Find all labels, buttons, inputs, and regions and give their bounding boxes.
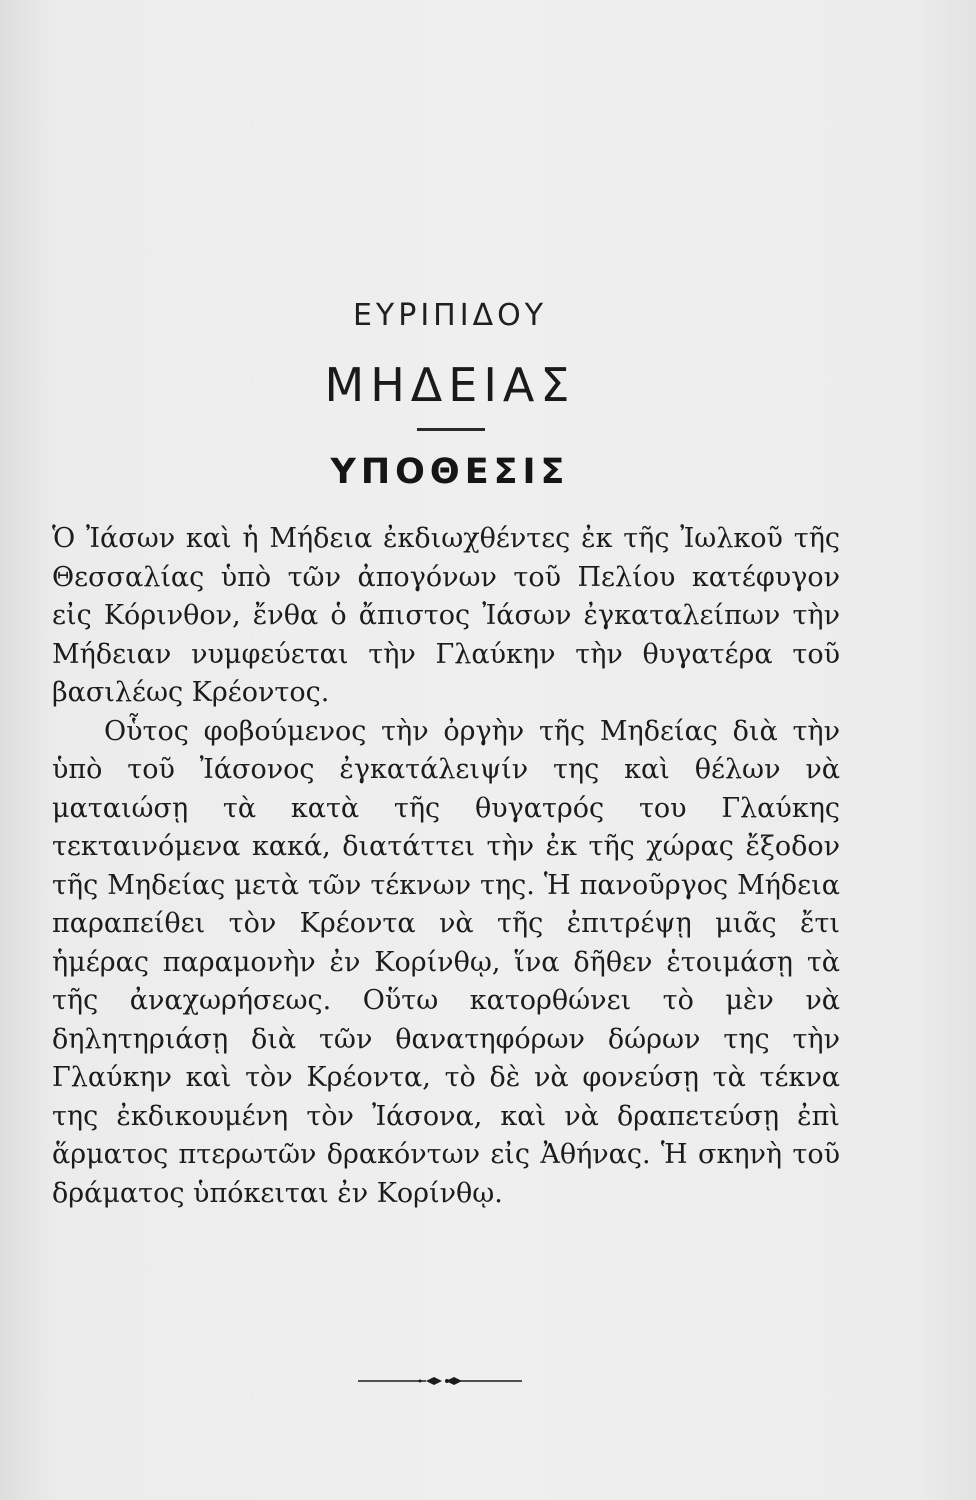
ornamental-divider-icon — [358, 1373, 522, 1389]
play-title: ΜΗΔΕΙΑΣ — [324, 358, 576, 412]
title-rule — [417, 428, 485, 431]
paragraph-2: Οὗτος φοβούμενος τὴν ὀργὴν τῆς Μηδείας διὰ τὴν ὑπὸ τοῦ Ἰάσονος ἐγκατάλειψίν της καὶ θέλων νὰ ματαιώσῃ τὰ κατὰ τῆς θυγατρός του Γλαύκης τεκταινόμενα κακά, διατάττει τὴν ἐκ τῆς χώρας ἔξοδον τῆς Μηδείας μετὰ τῶν τέκνων της. Ἡ πανοῦργος Μήδεια παραπείθει τὸν Κρέοντα νὰ τῆς ἐπιτρέψῃ μιᾶς ἔτι ἡμέρας παραμονὴν ἐν Κορίνθῳ, ἵνα δῆθεν ἑτοιμάσῃ τὰ τῆς ἀναχωρήσεως. Οὕτω κατορθώνει τὸ μὲν νὰ δηλητηριάσῃ διὰ τῶν θανατηφόρων δώρων της τὴν Γλαύκην καὶ τὸν Κρέοντα, τὸ δὲ νὰ φονεύσῃ τὰ τέκνα της ἐκδικουμένη τὸν Ἰάσονα, καὶ νὰ δραπετεύσῃ ἐπὶ ἅρματος πτερωτῶν δρακόντων εἰς Ἀθήνας. Ἡ σκηνὴ τοῦ δράματος ὑπόκειται ἐν Κορίνθῳ. — [52, 715, 840, 1209]
author-heading: ΕΥΡΙΠΙΔΟΥ — [352, 298, 548, 333]
synopsis-text — [52, 520, 840, 1213]
paragraph-1: Ὁ Ἰάσων καὶ ἡ Μήδεια ἐκδιωχθέντες ἐκ τῆς Ἰωλκοῦ τῆς Θεσσαλίας ὑπὸ τῶν ἀπογόνων τοῦ Πελίου κατέφυγον εἰς Κόρινθον, ἔνθα ὁ ἄπιστος Ἰάσων ἐγκαταλείπων τὴν Μήδειαν νυμφεύεται τὴν Γλαύκην τὴν θυγατέρα τοῦ βασιλέως Κρέοντος. — [52, 523, 840, 708]
section-title: ΥΠΟΘΕΣΙΣ — [330, 452, 570, 492]
